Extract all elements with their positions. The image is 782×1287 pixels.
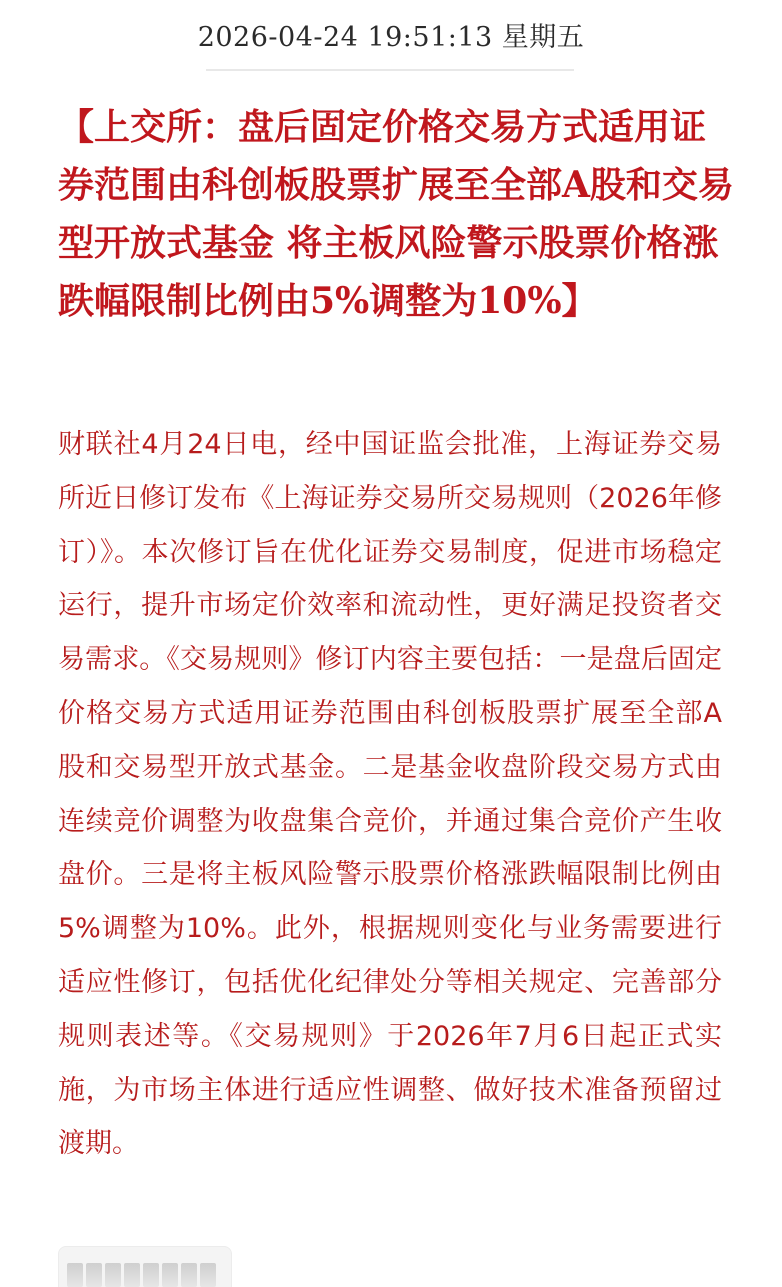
thumbnail: [181, 1263, 197, 1287]
thumbnail: [105, 1263, 121, 1287]
thumbnail: [67, 1263, 83, 1287]
article-headline: 【上交所：盘后固定价格交易方式适用证券范围由科创板股票扩展至全部A股和交易型开放式基金 将主板风险警示股票价格涨跌幅限制比例由5%调整为10%】: [58, 106, 734, 322]
thumbnail: [200, 1263, 216, 1287]
thumbnail-strip: [67, 1263, 223, 1287]
thumbnail: [124, 1263, 140, 1287]
article-body: 财联社4月24日电，经中国证监会批准，上海证券交易所近日修订发布《上海证券交易所交易规则（2026年修订）》。本次修订旨在优化证券交易制度，促进市场稳定运行，提升市场定价效率和流动性，更好满足投资者交易需求。《交易规则》修订内容主要包括：一是盘后固定价格交易方式适用证券范围由科创板股票扩展至全部A股和交易型开放式基金。二是基金收盘阶段交易方式由连续竞价调整为收盘集合竞价，并通过集合竞价产生收盘价。三是将主板风险警示股票价格涨跌幅限制比例由5%调整为10%。此外，根据规则变化与业务需要进行适应性修订，包括优化纪律处分等相关规定、完善部分规则表述等。《交易规则》于2026年7月6日起正式实施，为市场主体进行适应性调整、做好技术准备预留过渡期。: [58, 429, 722, 1160]
thumbnail: [86, 1263, 102, 1287]
header-divider: [206, 69, 574, 71]
thumbnail: [143, 1263, 159, 1287]
thumbnail: [162, 1263, 178, 1287]
publish-datetime: 2026-04-24 19:51:13 星期五: [197, 22, 585, 53]
image-thumbnail-tray[interactable]: [58, 1246, 232, 1287]
